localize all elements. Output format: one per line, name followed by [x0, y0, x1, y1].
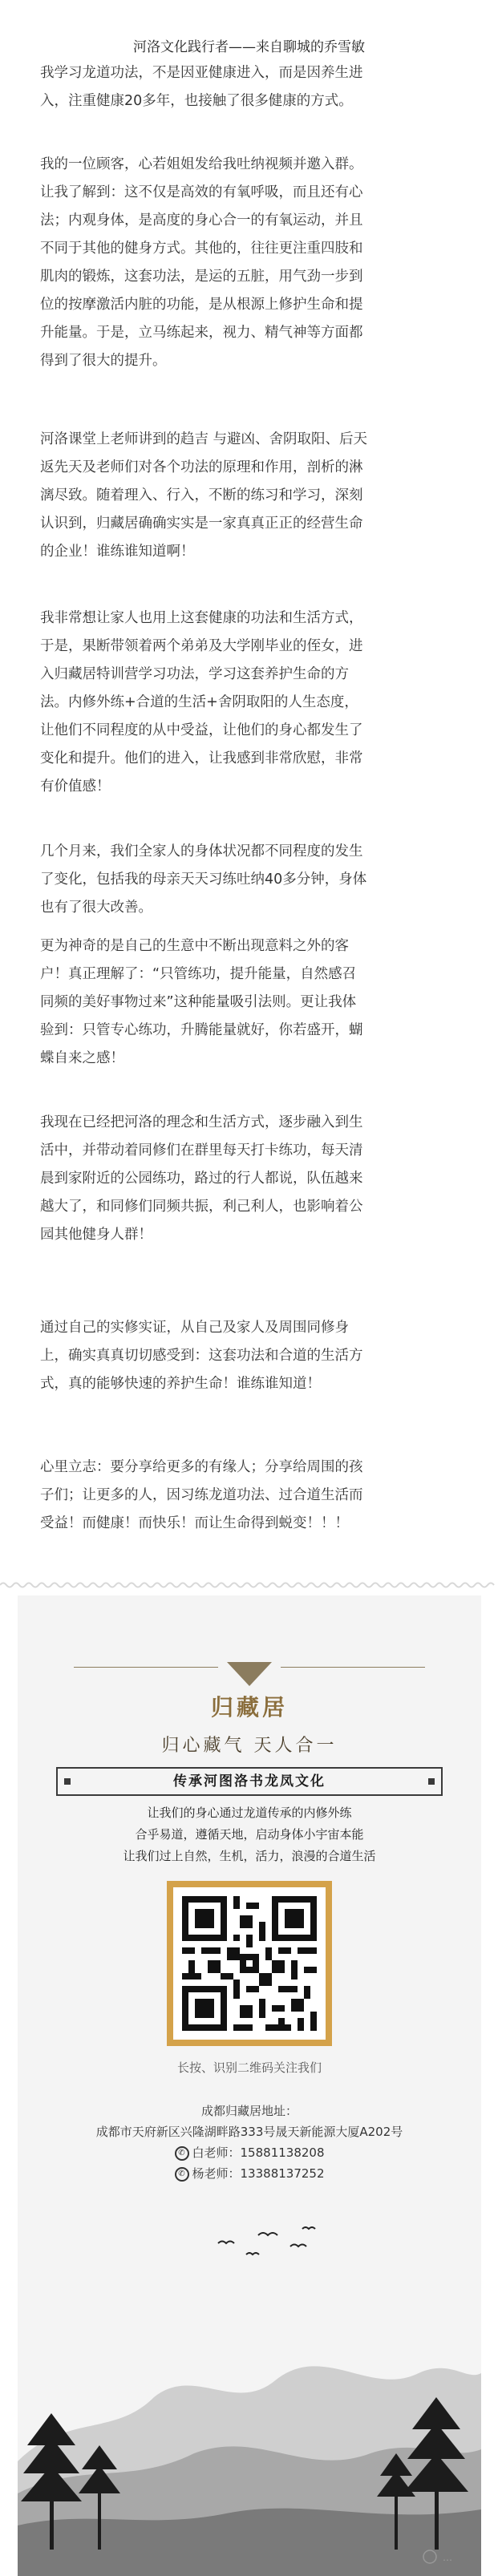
triangle-ornament-icon: [227, 1662, 272, 1686]
brand-slogan: 归心藏气 天人合一: [161, 1736, 338, 1756]
contact-phone[interactable]: 15881138208: [240, 2145, 325, 2160]
address-label: 成都归藏居地址：: [200, 2104, 298, 2118]
paragraph-text: 几个月来，我们全家人的身体状况都不同程度的发生 了变化，包括我的母亲天天习练吐纳40多分钟，身体 也有了很大改善。: [40, 843, 367, 916]
paragraph-text: 我的一位顾客，心若姐姐发给我吐纳视频并邀入群。 让我了解到：这不仅是高效的有氧呼吸，而且还有心 法；内观身体，是高度的身心合一的有氧运动，并且 不同于其他的健身方式。其他的，往往更注重四肢和 肌肉的锻炼，这套功法，是运的五脏，用气劲一步到 位的按摩激活内脏的功能，是从根源上修护生命和提 升能量。于是，立马练起来，视力、精气神等方面都 得到了很大的提升。: [40, 156, 363, 369]
description-line: 让我们的身心通过龙道传承的内修外练: [147, 1806, 352, 1820]
description-line: 合乎易道，遵循天地，启动身体小宇宙本能: [135, 1827, 364, 1842]
qr-code[interactable]: [167, 1881, 332, 2046]
watermark-text: …: [443, 2552, 452, 2563]
article-paragraph-9: [40, 1454, 461, 1538]
wavy-divider: [0, 1581, 498, 1589]
article-paragraph-8: [40, 1314, 461, 1398]
address-text: 成都市天府新区兴隆湖畔路333号晟天新能源大厦A202号: [95, 2125, 403, 2139]
article-title: 河洛文化践行者——来自聊城的乔雪敏: [133, 39, 365, 55]
culture-banner: [56, 1767, 443, 1796]
qr-caption: 长按、识别二维码关注我们: [176, 2060, 322, 2075]
paragraph-text: 通过自己的实修实证，从自己及家人及周围同修身 上，确实真真切切感受到：这套功法和合道的生活方 式，真的能够快速的养护生命！谁练谁知道！: [40, 1320, 363, 1392]
article-paragraph-2: [40, 151, 461, 375]
phone-icon: ✆: [175, 2167, 189, 2182]
article-paragraph-7: [40, 1109, 461, 1249]
phone-icon: ✆: [175, 2146, 189, 2161]
description-line: 让我们过上自然，生机，活力，浪漫的合道生活: [123, 1849, 376, 1863]
divider-right: [281, 1667, 425, 1668]
brand-name: 归藏居: [210, 1694, 288, 1721]
brand-description: [18, 1802, 481, 1867]
banner-mark-icon: [64, 1778, 71, 1785]
article-paragraph-1: [40, 59, 461, 115]
banner-mark-icon: [428, 1778, 435, 1785]
article-paragraph-4: [40, 605, 461, 801]
ink-landscape-illustration: [18, 2173, 481, 2576]
paragraph-text: 我学习龙道功法，不是因亚健康进入，而是因养生进 入，注重健康20多年，也接触了很多健康的方式。: [40, 65, 363, 109]
paragraph-text: 心里立志：要分享给更多的有缘人；分享给周围的孩 子们；让更多的人，因习练龙道功法、过合道生活而 受益！而健康！而快乐！而让生命得到蜕变！！！: [40, 1459, 363, 1531]
paragraph-text: 我非常想让家人也用上这套健康的功法和生活方式， 于是，果断带领着两个弟弟及大学刚毕业的侄女，进 入归藏居特训营学习功法，学习这套养护生命的方 法。内修外练+合道的生活+舍阴取阳的人生态度， 让他们不同程度的从中受益，让他们的身心都发生了 变化和提升。他们的进入，让我感到非常欣慰，非常 有价值感！: [40, 610, 363, 795]
contact-name: 白老师：: [192, 2145, 241, 2160]
divider-left: [74, 1667, 218, 1668]
culture-banner-text: 传承河图洛书龙凤文化: [173, 1773, 326, 1789]
paragraph-text: 我现在已经把河洛的理念和生活方式，逐步融入到生 活中，并带动着同修们在群里每天打卡练功，每天清 晨到家附近的公园练功，路过的行人都说，队伍越来 越大了，和同修们同频共振，利己利人，也影响着公 园其他健身人群！: [40, 1114, 363, 1243]
article-paragraph-3: [40, 426, 461, 566]
paragraph-text: 河洛课堂上老师讲到的趋吉 与避凶、舍阴取阳、后天 返先天及老师们对各个功法的原理和作用，剖析的淋 漓尽致。随着理入、行入，不断的练习和学习，深刻 认识到，归藏居确确实实是一家真真正正的经营生命 的企业！谁练谁知道啊！: [40, 431, 368, 560]
contact-name: 杨老师：: [192, 2166, 241, 2181]
brand-footer: [18, 1595, 481, 2576]
flying-birds-icon: [218, 2227, 315, 2255]
article-paragraph-6: [40, 932, 461, 1073]
contact-row: [18, 2142, 481, 2163]
article-paragraph-5: [40, 838, 461, 922]
qr-code-icon: [182, 1896, 317, 2031]
paragraph-text: 更为神奇的是自己的生意中不断出现意料之外的客 户！真正理解了：“只管练功，提升能量，自然感召 同频的美好事物过来”这种能量吸引法则。更让我体 验到：只管专心练功，升腾能量就好，你若盛开，蝴 蝶自来之感！: [40, 938, 363, 1066]
contact-phone[interactable]: 13388137252: [240, 2166, 325, 2181]
